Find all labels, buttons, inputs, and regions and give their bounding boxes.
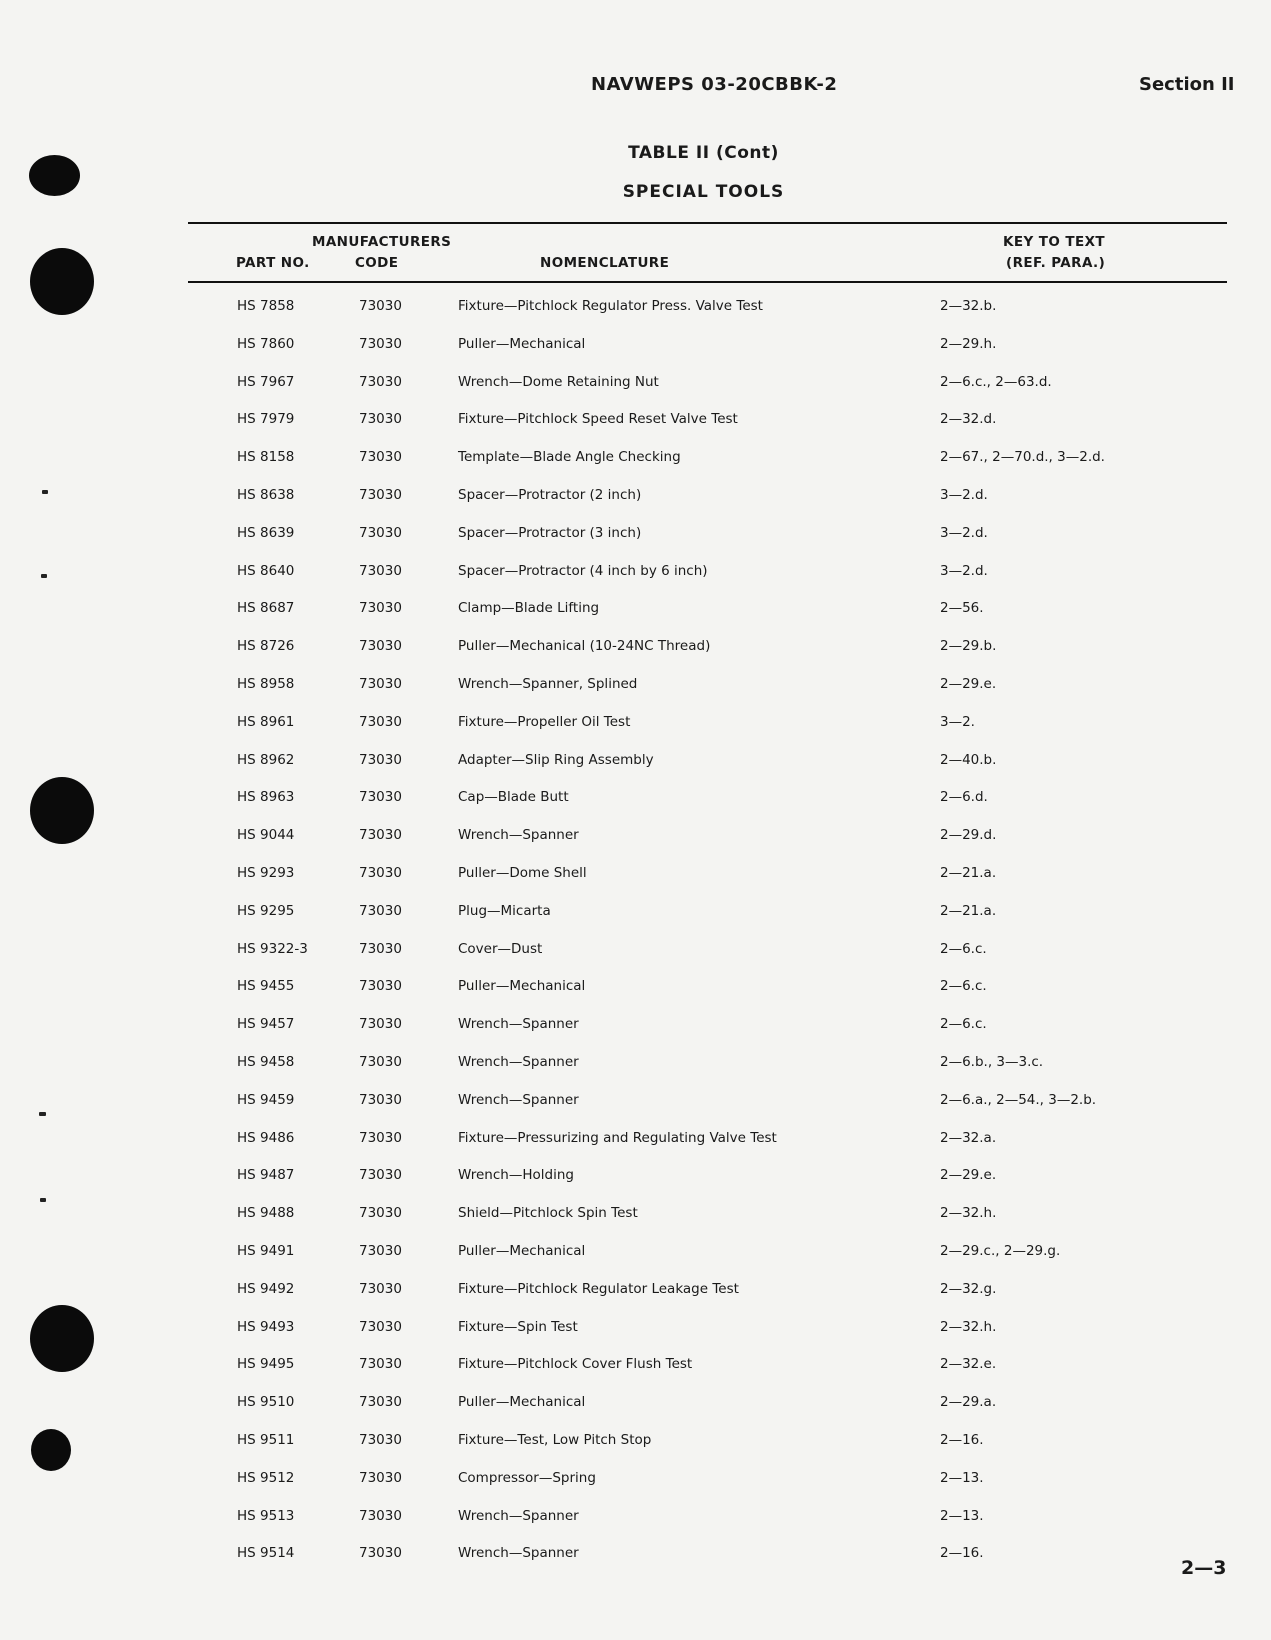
key-to-text-cell: 3—2.d. — [940, 524, 988, 541]
table-row — [0, 443, 1271, 481]
nomenclature-cell: Adapter—Slip Ring Assembly — [458, 751, 654, 768]
nomenclature-cell: Fixture—Pitchlock Cover Flush Test — [458, 1356, 693, 1373]
table-row — [0, 330, 1271, 368]
key-to-text-cell: 3—2.d. — [940, 486, 988, 503]
manufacturer-code-cell: 73030 — [359, 1431, 402, 1448]
table-row — [0, 405, 1271, 443]
table-row — [0, 1350, 1271, 1388]
nomenclature-cell: Fixture—Propeller Oil Test — [458, 713, 631, 730]
table-row — [0, 708, 1271, 746]
table-row — [0, 1086, 1271, 1124]
manufacturer-code-cell: 73030 — [359, 864, 402, 881]
section-label: Section II — [1139, 74, 1235, 95]
page-number: 2—3 — [1181, 1557, 1227, 1579]
table-subtitle: SPECIAL TOOLS — [622, 182, 785, 202]
nomenclature-cell: Wrench—Spanner — [458, 1016, 579, 1033]
part-number-cell: HS 9513 — [237, 1507, 295, 1524]
part-number-cell: HS 8962 — [237, 751, 295, 768]
part-number-cell: HS 8958 — [237, 675, 295, 692]
manufacturer-code-cell: 73030 — [359, 789, 402, 806]
key-to-text-cell: 2—13. — [940, 1507, 984, 1524]
part-number-cell: HS 9293 — [237, 864, 295, 881]
table-row — [0, 1313, 1271, 1351]
table-title: TABLE II (Cont) — [628, 143, 779, 163]
table-row — [0, 1237, 1271, 1275]
nomenclature-cell: Plug—Micarta — [458, 902, 551, 919]
nomenclature-cell: Compressor—Spring — [458, 1469, 596, 1486]
part-number-cell: HS 9487 — [237, 1167, 295, 1184]
key-to-text-cell: 2—6.c. — [940, 978, 987, 995]
part-number-cell: HS 9459 — [237, 1091, 295, 1108]
nomenclature-cell: Wrench—Spanner, Splined — [458, 675, 638, 692]
manufacturer-code-cell: 73030 — [359, 751, 402, 768]
part-number-cell: HS 9495 — [237, 1356, 295, 1373]
nomenclature-cell: Wrench—Spanner — [458, 1053, 579, 1070]
nomenclature-cell: Shield—Pitchlock Spin Test — [458, 1205, 638, 1222]
table-row — [0, 859, 1271, 897]
key-to-text-cell: 2—67., 2—70.d., 3—2.d. — [940, 449, 1105, 466]
part-number-cell: HS 9295 — [237, 902, 295, 919]
header-part-no: PART NO. — [236, 255, 310, 271]
table-row — [0, 1010, 1271, 1048]
nomenclature-cell: Puller—Mechanical — [458, 1394, 586, 1411]
manufacturer-code-cell: 73030 — [359, 1242, 402, 1259]
manufacturer-code-cell: 73030 — [359, 562, 402, 579]
table-row — [0, 594, 1271, 632]
nomenclature-cell: Puller—Mechanical (10-24NC Thread) — [458, 638, 711, 655]
table-row — [0, 1048, 1271, 1086]
part-number-cell: HS 9486 — [237, 1129, 295, 1146]
key-to-text-cell: 2—32.g. — [940, 1280, 997, 1297]
key-to-text-cell: 2—16. — [940, 1431, 984, 1448]
key-to-text-cell: 3—2.d. — [940, 562, 988, 579]
key-to-text-cell: 2—29.d. — [940, 827, 997, 844]
manufacturer-code-cell: 73030 — [359, 449, 402, 466]
part-number-cell: HS 9511 — [237, 1431, 295, 1448]
manufacturer-code-cell: 73030 — [359, 298, 402, 314]
key-to-text-cell: 2—29.c., 2—29.g. — [940, 1242, 1061, 1259]
special-tools-table-body — [0, 292, 1271, 1577]
part-number-cell: HS 8726 — [237, 638, 295, 655]
part-number-cell: HS 8963 — [237, 789, 295, 806]
key-to-text-cell: 2—32.d. — [940, 411, 997, 428]
manufacturer-code-cell: 73030 — [359, 1167, 402, 1184]
header-mfr-line1: MANUFACTURERS — [312, 234, 452, 250]
manufacturer-code-cell: 73030 — [359, 486, 402, 503]
nomenclature-cell: Template—Blade Angle Checking — [458, 449, 681, 466]
manufacturer-code-cell: 73030 — [359, 1205, 402, 1222]
header-key-line1: KEY TO TEXT — [1003, 234, 1105, 250]
manufacturer-code-cell: 73030 — [359, 1469, 402, 1486]
table-row — [0, 292, 1271, 330]
nomenclature-cell: Fixture—Pitchlock Regulator Leakage Test — [458, 1280, 739, 1297]
nomenclature-cell: Puller—Mechanical — [458, 335, 586, 352]
manufacturer-code-cell: 73030 — [359, 600, 402, 617]
key-to-text-cell: 2—29.b. — [940, 638, 997, 655]
table-row — [0, 557, 1271, 595]
manufacturer-code-cell: 73030 — [359, 1545, 402, 1562]
manufacturer-code-cell: 73030 — [359, 1356, 402, 1373]
key-to-text-cell: 2—32.h. — [940, 1205, 997, 1222]
part-number-cell: HS 9455 — [237, 978, 295, 995]
nomenclature-cell: Spacer—Protractor (4 inch by 6 inch) — [458, 562, 708, 579]
manufacturer-code-cell: 73030 — [359, 1129, 402, 1146]
part-number-cell: HS 7860 — [237, 335, 295, 352]
key-to-text-cell: 2—6.c. — [940, 1016, 987, 1033]
part-number-cell: HS 8639 — [237, 524, 295, 541]
nomenclature-cell: Cover—Dust — [458, 940, 543, 957]
nomenclature-cell: Wrench—Dome Retaining Nut — [458, 373, 659, 390]
part-number-cell: HS 9514 — [237, 1545, 295, 1562]
table-row — [0, 1426, 1271, 1464]
table-row — [0, 935, 1271, 973]
part-number-cell: HS 9458 — [237, 1053, 295, 1070]
nomenclature-cell: Fixture—Test, Low Pitch Stop — [458, 1431, 652, 1448]
table-row — [0, 1161, 1271, 1199]
nomenclature-cell: Fixture—Pitchlock Speed Reset Valve Test — [458, 411, 738, 428]
table-row — [0, 368, 1271, 406]
manufacturer-code-cell: 73030 — [359, 1318, 402, 1335]
key-to-text-cell: 2—6.c. — [940, 940, 987, 957]
manufacturer-code-cell: 73030 — [359, 638, 402, 655]
manufacturer-code-cell: 73030 — [359, 827, 402, 844]
table-row — [0, 1464, 1271, 1502]
table-row — [0, 481, 1271, 519]
table-row — [0, 632, 1271, 670]
nomenclature-cell: Spacer—Protractor (3 inch) — [458, 524, 642, 541]
part-number-cell: HS 8687 — [237, 600, 295, 617]
manufacturer-code-cell: 73030 — [359, 373, 402, 390]
table-row — [0, 1502, 1271, 1540]
table-row — [0, 897, 1271, 935]
manufacturer-code-cell: 73030 — [359, 675, 402, 692]
key-to-text-cell: 2—6.d. — [940, 789, 988, 806]
nomenclature-cell: Puller—Mechanical — [458, 978, 586, 995]
nomenclature-cell: Fixture—Pitchlock Regulator Press. Valve Test — [458, 298, 763, 314]
key-to-text-cell: 2—16. — [940, 1545, 984, 1562]
manufacturer-code-cell: 73030 — [359, 1394, 402, 1411]
part-number-cell: HS 9044 — [237, 827, 295, 844]
key-to-text-cell: 2—32.h. — [940, 1318, 997, 1335]
header-key-line2: (REF. PARA.) — [1006, 255, 1106, 271]
part-number-cell: HS 9488 — [237, 1205, 295, 1222]
manufacturer-code-cell: 73030 — [359, 902, 402, 919]
table-row — [0, 783, 1271, 821]
header-mfr-line2: CODE — [355, 255, 399, 271]
header-nomenclature: NOMENCLATURE — [540, 255, 670, 271]
part-number-cell: HS 9492 — [237, 1280, 295, 1297]
key-to-text-cell: 2—29.e. — [940, 1167, 997, 1184]
key-to-text-cell: 2—32.a. — [940, 1129, 997, 1146]
part-number-cell: HS 7979 — [237, 411, 295, 428]
part-number-cell: HS 9457 — [237, 1016, 295, 1033]
nomenclature-cell: Wrench—Holding — [458, 1167, 574, 1184]
key-to-text-cell: 2—21.a. — [940, 902, 997, 919]
table-row — [0, 1275, 1271, 1313]
key-to-text-cell: 2—6.c., 2—63.d. — [940, 373, 1052, 390]
manufacturer-code-cell: 73030 — [359, 1280, 402, 1297]
part-number-cell: HS 8158 — [237, 449, 295, 466]
table-row — [0, 1388, 1271, 1426]
nomenclature-cell: Spacer—Protractor (2 inch) — [458, 486, 642, 503]
table-row — [0, 1539, 1271, 1577]
part-number-cell: HS 8640 — [237, 562, 295, 579]
manufacturer-code-cell: 73030 — [359, 978, 402, 995]
manufacturer-code-cell: 73030 — [359, 940, 402, 957]
table-row — [0, 670, 1271, 708]
key-to-text-cell: 2—6.b., 3—3.c. — [940, 1053, 1044, 1070]
nomenclature-cell: Clamp—Blade Lifting — [458, 600, 600, 617]
manufacturer-code-cell: 73030 — [359, 1091, 402, 1108]
nomenclature-cell: Puller—Dome Shell — [458, 864, 587, 881]
nomenclature-cell: Fixture—Spin Test — [458, 1318, 578, 1335]
key-to-text-cell: 2—21.a. — [940, 864, 997, 881]
part-number-cell: HS 9512 — [237, 1469, 295, 1486]
table-row — [0, 972, 1271, 1010]
nomenclature-cell: Fixture—Pressurizing and Regulating Valve Test — [458, 1129, 777, 1146]
manufacturer-code-cell: 73030 — [359, 713, 402, 730]
key-to-text-cell: 2—29.a. — [940, 1394, 997, 1411]
part-number-cell: HS 8961 — [237, 713, 295, 730]
manufacturer-code-cell: 73030 — [359, 524, 402, 541]
part-number-cell: HS 7858 — [237, 298, 295, 314]
table-header-rule — [188, 281, 1227, 283]
key-to-text-cell: 2—13. — [940, 1469, 984, 1486]
part-number-cell: HS 9322-3 — [237, 940, 308, 957]
nomenclature-cell: Wrench—Spanner — [458, 1507, 579, 1524]
table-row — [0, 821, 1271, 859]
table-row — [0, 746, 1271, 784]
manufacturer-code-cell: 73030 — [359, 1016, 402, 1033]
manufacturer-code-cell: 73030 — [359, 411, 402, 428]
table-top-rule — [188, 222, 1227, 224]
manufacturer-code-cell: 73030 — [359, 335, 402, 352]
manufacturer-code-cell: 73030 — [359, 1053, 402, 1070]
table-row — [0, 519, 1271, 557]
part-number-cell: HS 9510 — [237, 1394, 295, 1411]
nomenclature-cell: Wrench—Spanner — [458, 1545, 579, 1562]
key-to-text-cell: 3—2. — [940, 713, 975, 730]
part-number-cell: HS 7967 — [237, 373, 295, 390]
nomenclature-cell: Puller—Mechanical — [458, 1242, 586, 1259]
key-to-text-cell: 2—29.e. — [940, 675, 997, 692]
table-row — [0, 1199, 1271, 1237]
table-row — [0, 1124, 1271, 1162]
key-to-text-cell: 2—32.b. — [940, 298, 997, 314]
key-to-text-cell: 2—6.a., 2—54., 3—2.b. — [940, 1091, 1097, 1108]
key-to-text-cell: 2—56. — [940, 600, 984, 617]
nomenclature-cell: Cap—Blade Butt — [458, 789, 569, 806]
key-to-text-cell: 2—32.e. — [940, 1356, 997, 1373]
part-number-cell: HS 9491 — [237, 1242, 295, 1259]
document-number: NAVWEPS 03-20CBBK-2 — [591, 74, 838, 95]
nomenclature-cell: Wrench—Spanner — [458, 827, 579, 844]
part-number-cell: HS 9493 — [237, 1318, 295, 1335]
manufacturer-code-cell: 73030 — [359, 1507, 402, 1524]
key-to-text-cell: 2—40.b. — [940, 751, 997, 768]
part-number-cell: HS 8638 — [237, 486, 295, 503]
nomenclature-cell: Wrench—Spanner — [458, 1091, 579, 1108]
key-to-text-cell: 2—29.h. — [940, 335, 997, 352]
